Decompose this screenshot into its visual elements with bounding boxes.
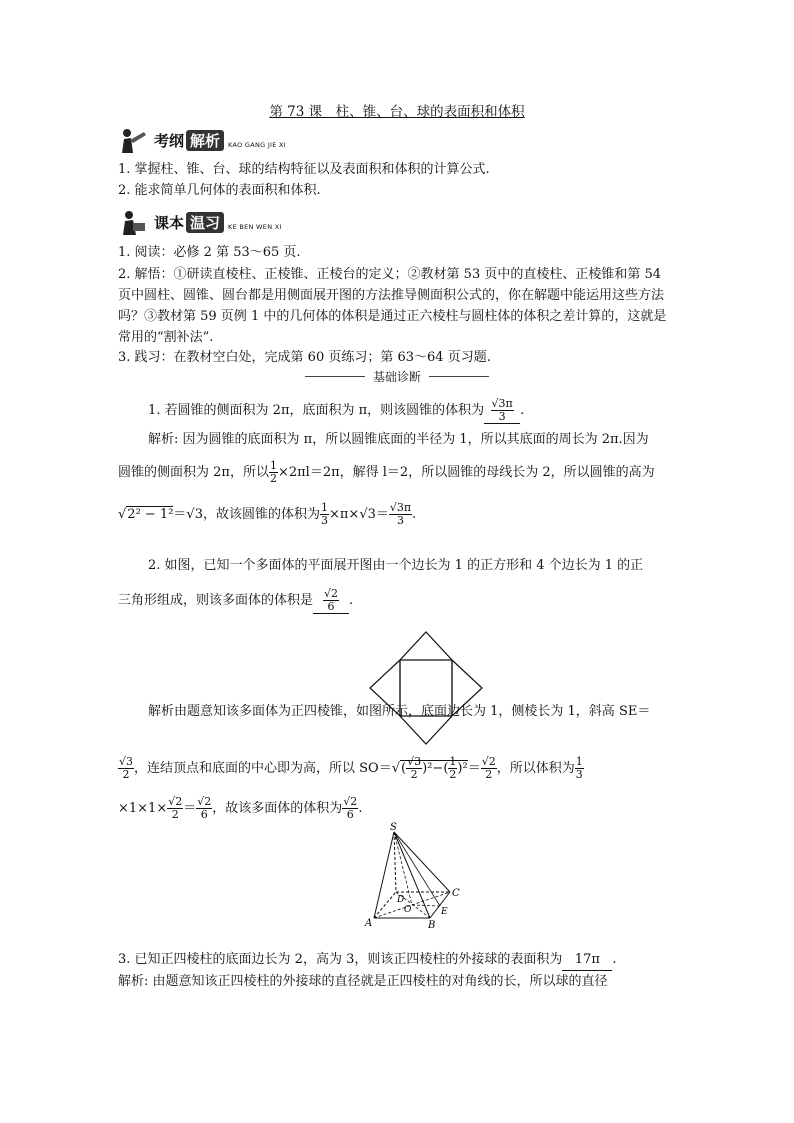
banner-box: 温习 — [186, 212, 224, 233]
vertex-label-b: B — [428, 920, 436, 931]
kaogang-item-1: 1. 掌握柱、锥、台、球的结构特征以及表面积和体积的计算公式. — [118, 162, 490, 177]
fraction — [320, 502, 329, 527]
fraction-denominator: 6 — [346, 808, 354, 821]
kaogang-banner — [118, 126, 286, 154]
q1-solution-line-1: 解析: 因为圆锥的底面积为 π，所以圆锥底面的半径为 1，所以其底面的周长为 2π.因为 — [148, 432, 649, 447]
fraction-denominator: 3 — [397, 514, 404, 527]
pyramid-diagram — [360, 820, 470, 932]
q1-answer-blank — [484, 398, 520, 424]
q1-answer — [491, 398, 514, 423]
fraction-numerator: √2 — [324, 587, 339, 600]
fraction-denominator: 2 — [449, 768, 457, 781]
equals-sign: ＝ — [183, 801, 197, 816]
point-label-e: E — [441, 907, 448, 917]
banner-title: 课本 — [154, 213, 185, 232]
q1-stem: 1. 若圆锥的侧面积为 2π，底面积为 π，则该圆锥的体积为 $\frac{√3\pi}{3}$ . — [148, 397, 525, 423]
q2-solution-line-3 — [118, 796, 362, 821]
fraction-numerator: √2 — [197, 795, 212, 808]
text: ×π×√3＝ — [328, 507, 389, 522]
fraction-numerator: √2 — [481, 755, 496, 768]
banner-subtitle: KE BEN WEN XI — [228, 223, 282, 231]
q2-solution-line-1: 解析由题意知该多面体为正四棱锥，如图所示，底面边长为 1，侧棱长为 1，斜高 SE＝ — [148, 704, 651, 719]
q2-solution-line-2: $\frac{√3}{2}$ ，连结顶点和底面的中心即为高，所以 SO＝√( $\frac{√3}{2}$ )²−( $\frac{1}{2}$ )²＝ $\frac{√2}{2}$ ，所以体积为 $\frac{1}{3}$ — [119, 755, 583, 781]
fraction-denominator: 2 — [410, 768, 418, 781]
banner-title: 考纲 — [154, 131, 185, 150]
fraction-denominator: 3 — [320, 514, 328, 527]
fraction-numerator: 1 — [269, 459, 277, 472]
q2-answer — [323, 588, 339, 613]
fraction — [118, 756, 134, 781]
kaogang-item-2: 2. 能求简单几何体的表面积和体积. — [118, 183, 321, 198]
page-title: 第 73 课 柱、锥、台、球的表面积和体积 — [269, 104, 525, 120]
text: 三角形组成，则该多面体的体积是 — [118, 593, 314, 608]
reading-figure-icon — [118, 126, 148, 154]
text: ×1×1× — [118, 801, 168, 816]
minus-sign: − — [432, 761, 444, 776]
q2-stem-line-2: 三角形组成，则该多面体的体积是 $\frac{√2}{6}$ . — [118, 587, 354, 613]
q3-stem: 3. 已知正四棱柱的底面边长为 2，高为 3，则该正四棱柱的外接球的表面积为 17π . — [118, 950, 616, 971]
q3-solution-line-1: 解析: 由题意知该正四棱柱的外接球的直径就是正四棱柱的对角线的长，所以球的直径 — [118, 974, 608, 989]
vertex-label-d: D — [397, 895, 405, 905]
fraction-denominator: 3 — [498, 410, 506, 423]
fraction-numerator: √3π — [389, 501, 412, 514]
point-label-o: O — [404, 905, 412, 915]
divider-ornament — [305, 376, 365, 377]
fraction — [167, 796, 183, 821]
fraction-denominator: 2 — [269, 472, 277, 485]
section-title: 基础诊断 — [372, 370, 421, 384]
text: ×2πl＝2π，解得 l＝2，所以圆锥的母线长为 2，所以圆锥的高为 — [277, 465, 655, 480]
q3-stem-text: 3. 已知正四棱柱的底面边长为 2，高为 3，则该正四棱柱的外接球的表面积为 — [118, 952, 563, 967]
q2-answer-blank — [313, 588, 349, 614]
radicand: 2² − 1² — [127, 507, 174, 522]
text: ，故该多面体的体积为 — [212, 801, 343, 816]
fraction — [575, 756, 584, 781]
q1-solution-line-3: √2² − 1²＝√3，故该圆锥的体积为 $\frac{1}{3}$ ×π×√3＝ $\frac{√3\pi}{3}$ . — [118, 501, 417, 527]
fraction-denominator: 3 — [575, 768, 583, 781]
vertex-label-c: C — [452, 888, 460, 899]
keben-banner — [118, 208, 282, 236]
keben-item-1: 1. 阅读：必修 2 第 53～65 页. — [118, 245, 301, 260]
q3-answer: 17π — [562, 950, 612, 971]
text: ，所以体积为 — [496, 761, 575, 776]
vertex-label-s: S — [390, 822, 397, 833]
net-diagram — [368, 630, 484, 746]
fraction-numerator: √3 — [119, 755, 134, 768]
fraction — [269, 460, 278, 485]
divider-ornament — [429, 376, 489, 377]
fraction-numerator: √2 — [343, 795, 358, 808]
fraction-numerator: 1 — [449, 755, 457, 768]
fraction-numerator: √3 — [407, 755, 422, 768]
equals-sign: ＝ — [467, 761, 481, 776]
fraction — [342, 796, 358, 821]
q1-solution-line-2 — [118, 460, 655, 485]
fraction — [406, 756, 422, 781]
text: . — [358, 801, 363, 816]
section-divider — [0, 368, 794, 385]
fraction — [389, 502, 412, 527]
q2-stem-line-1: 2. 如图，已知一个多面体的平面展开图由一个边长为 1 的正方形和 4 个边长为 1 的正 — [148, 558, 644, 573]
fraction-numerator: 1 — [320, 501, 328, 514]
fraction-numerator: 1 — [575, 755, 583, 768]
fraction-denominator: 2 — [122, 768, 130, 781]
keben-item-3: 3. 践习：在教材空白处，完成第 60 页练习；第 63～64 页习题. — [118, 350, 491, 365]
banner-subtitle: KAO GANG JIE XI — [228, 141, 287, 149]
fraction-numerator: √3π — [491, 397, 513, 410]
fraction-numerator: √2 — [168, 795, 183, 808]
keben-item-2: 2. 解悟：①研读直棱柱、正棱锥、正棱台的定义；②教材第 53 页中的直棱柱、正棱锥和第 54 页中圆柱、圆锥、圆台都是用侧面展开图的方法推导侧面积公式的，你在解题中能运用这些方法吗？③教材第 59 页例 1 中的几何体的体积是通过正六棱柱与圆柱体的体积之差计算的，这就是常用的“割补法”. — [118, 267, 667, 345]
text: 圆锥的侧面积为 2π，所以 — [118, 465, 269, 480]
text: ＝√3，故该圆锥的体积为 — [173, 507, 320, 522]
banner-box: 解析 — [186, 130, 224, 151]
fraction-denominator: 2 — [485, 768, 493, 781]
radicand: ( $\frac{√3}{2}$ )²−( $\frac{1}{2}$ )² — [401, 755, 468, 781]
fraction — [448, 756, 457, 781]
student-figure-icon — [118, 208, 148, 236]
vertex-label-a: A — [365, 918, 373, 929]
text: ，连结顶点和底面的中心即为高，所以 SO＝ — [134, 761, 392, 776]
fraction-denominator: 6 — [200, 808, 208, 821]
q1-stem-text: 1. 若圆锥的侧面积为 2π，底面积为 π，则该圆锥的体积为 — [148, 403, 485, 418]
fraction-denominator: 2 — [171, 808, 179, 821]
fraction — [481, 756, 497, 781]
fraction — [196, 796, 212, 821]
fraction-denominator: 6 — [327, 600, 335, 613]
